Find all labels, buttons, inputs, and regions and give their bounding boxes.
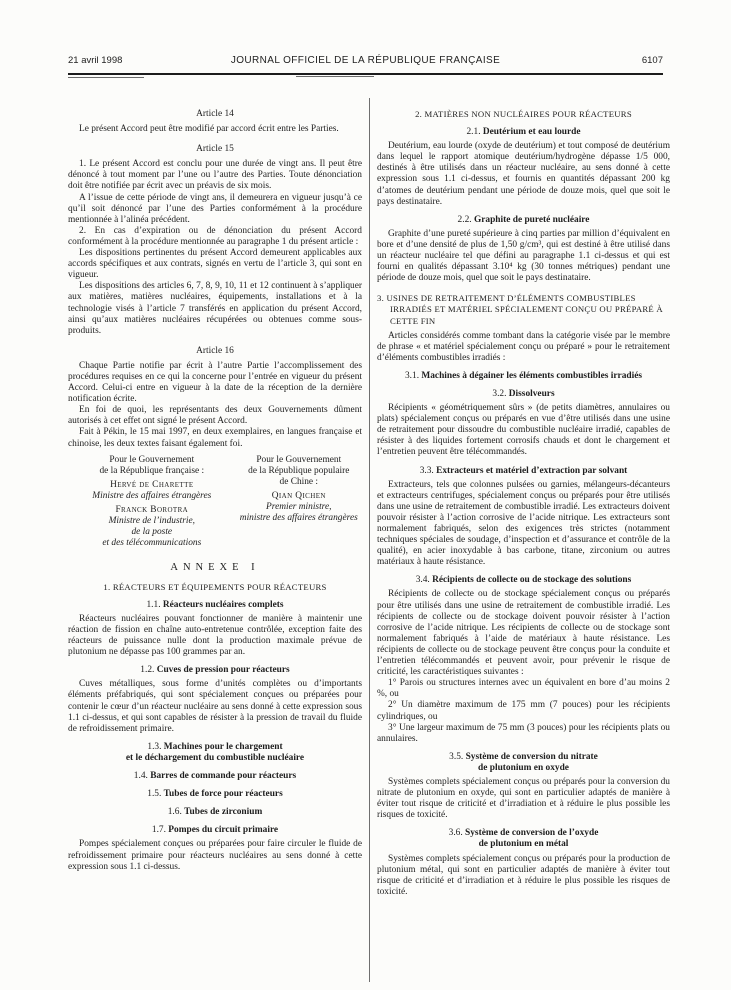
annexe-heading: ANNEXE I: [170, 561, 260, 573]
heading-text: Pompes du circuit primaire: [168, 825, 279, 836]
signature-intro-line: Pour le Gouvernement: [256, 454, 342, 465]
article-heading: Article 14: [196, 109, 234, 119]
numbered-heading: [377, 371, 670, 382]
paragraph: Fait à Pékin, le 15 mai 1997, en deux exemplaires, en langues française et chinoise, les deux textes faisant également foi.: [68, 427, 362, 449]
paragraph: Le présent Accord peut être modifié par accord écrit entre les Parties.: [79, 124, 339, 135]
numbered-heading: [68, 600, 362, 611]
paragraph: A l’issue de cette période de vingt ans, il demeurera en vigueur jusqu’à ce qu’il soit dénoncé par l’une des Parties conformément à la procédure mentionnée à l’alinéa précédent.: [68, 192, 362, 225]
paragraph: Extracteurs, tels que colonnes pulsées ou garnies, mélangeurs-décanteurs et extracteurs centrifuges, spécialement conçus ou préparés pour être utilisés dans une usine de retraitement de combustible irradié. Les extracteurs doivent pouvoir résister à l’action corrosive de l’acide nitrique. Les extracteurs sont normalement fabriqués, selon des exigences très strictes (notamment techniques spéciales de soudage, d’inspection et d’assurance et contrôle de la qualité), en acier inoxydable à bas carbone, titane, zirconium ou autres matériaux à haute résistance.: [377, 479, 670, 568]
heading-number: 3.2.: [492, 388, 509, 399]
numbered-heading: [377, 752, 670, 774]
paragraph: Chaque Partie notifie par écrit à l’autre Partie l’accomplissement des procédures requises en ce qui la concerne pour l’entrée en vigueur du présent Accord. Celui-ci entre en vigueur à la date de la réception de la dernière notification écrite.: [68, 360, 362, 405]
signatory-name: Qian Qichen: [271, 490, 326, 501]
heading-text: Machines à dégainer les éléments combustibles irradiés: [421, 370, 643, 381]
right-column: [377, 100, 670, 898]
heading-number: 1.2.: [140, 665, 157, 676]
paragraph: Les dispositions des articles 6, 7, 8, 9, 10, 11 et 12 continuent à s’appliquer aux matières, matières nucléaires, équipements, installations et à la technologie visés à l’article 7 transférés en application du présent Accord, ainsi qu’aux matières nucléaires récupérées ou obtenues comme sous-produits.: [68, 281, 362, 336]
signatory-name: Franck Borotra: [115, 504, 189, 515]
scan-rule-artifact: [296, 76, 374, 77]
page-number: 6107: [641, 55, 663, 66]
journal-title: JOURNAL OFFICIEL DE LA RÉPUBLIQUE FRANÇAISE: [230, 55, 501, 66]
heading-number: 1.5.: [147, 789, 164, 800]
numbered-heading: [377, 575, 670, 586]
heading-number: 1.4.: [133, 771, 151, 782]
signatory-role-line: Ministre des affaires étrangères: [92, 490, 212, 501]
heading-number: 3.1.: [404, 370, 422, 381]
paragraph: Systèmes complets spécialement conçus ou préparés pour la conversion du nitrate de plutonium en oxyde, qui sont en particulier adaptés de manière à éviter tout risque de criticité et d’irradiation et à réduire le plus possible les risques de toxicité.: [377, 776, 670, 821]
heading-text: Réacteurs nucléaires complets: [162, 599, 284, 610]
paragraph: Articles considérés comme tombant dans la catégorie visée par le membre de phrase « et matériel spécialement conçu ou préparé » pour le retraitement d’éléments combustibles irradiés :: [377, 330, 670, 363]
scan-rule-artifact: [68, 77, 144, 78]
heading-text: et le déchargement du combustible nucléaire: [125, 752, 305, 763]
numbered-heading: [68, 742, 362, 764]
heading-text: Barres de commande pour réacteurs: [150, 771, 297, 782]
signatory-name: Hervé de Charette: [110, 479, 194, 490]
heading-number: 1.1.: [146, 599, 163, 610]
paragraph: 2. En cas d’expiration ou de dénonciation du présent Accord conformément à la procédure mentionnée au paragraphe 1 du présent article :: [68, 225, 362, 247]
heading-number: 3.3.: [419, 465, 437, 476]
numbered-heading: [68, 825, 362, 836]
heading-text: Deutérium et eau lourde: [482, 127, 581, 138]
paragraph: Graphite d’une pureté supérieure à cinq parties par million d’équivalent en bore et d’une densité de plus de 1,50 g/cm³, qui est destiné à être utilisé dans un réacteur nucléaire tel que défini au paragraphe 1.1 ci-dessus et qui est fourni en qualités dépassant 3.10⁴ kg (30 tonnes métriques) pendant une période de douze mois, quel que soit le pays destinataire.: [377, 228, 670, 284]
heading-number: 1.7.: [151, 825, 169, 836]
signatory-role-line: et des télécommunications: [102, 537, 202, 548]
heading-text: Système de conversion du nitrate: [465, 751, 598, 762]
heading-text: Système de conversion de l’oxyde: [465, 828, 599, 839]
signature-intro-line: de Chine :: [279, 476, 319, 487]
paragraph: Récipients « géométriquement sûrs » (de petits diamètres, annulaires ou plats) spécialement conçus ou préparés en vue d’être utilisés dans une usine de retraitement pour dissoudre du combustible nucléaire irradié, capables de résister à des liquides fortement corrosifs chauds et dont le chargement et l’entretien peuvent être télécommandés.: [377, 403, 670, 458]
heading-text: Tubes de force pour réacteurs: [163, 789, 283, 800]
heading-text: de plutonium en métal: [478, 839, 569, 850]
list-item: 2° Un diamètre maximum de 175 mm (7 pouces) pour les récipients cylindriques, ou: [377, 700, 670, 722]
numbered-heading: [377, 215, 670, 226]
heading-text: Dissolveurs: [508, 388, 555, 399]
paragraph: Deutérium, eau lourde (oxyde de deutérium) et tout composé de deutérium dans lequel le rapport atomique deutérium/hydrogène dépasse 1/5 000, destinés à être utilisés dans un réacteur nucléaire, au sens donné à cette expression sous 1.1 ci-dessus, et fournis en quantités dépassant 200 kg d’atomes de deutérium pendant une période de douze mois, quel que soit le pays destinataire.: [377, 141, 670, 207]
numbered-heading: [377, 127, 670, 138]
journal-date: 21 avril 1998: [68, 55, 123, 66]
list-item: 1° Parois ou structures internes avec un équivalent en bore d’au moins 2 %, ou: [377, 678, 670, 700]
heading-text: Machines pour le chargement: [163, 741, 283, 752]
column-divider: [369, 98, 370, 982]
paragraph: Récipients de collecte ou de stockage spécialement conçus ou préparés pour être utilisés dans une usine de retraitement de combustible irradié. Les récipients de collecte ou de stockage doivent pouvoir résister à l’action corrosive de l’acide nitrique. Les récipients de collecte ou de stockage sont normalement fabriqués à l’aide de matériaux à haute résistance. Les récipients de collecte ou de stockage peuvent être conçus pour la conduite et l’entretien télécommandés et peuvent avoir, pour prévenir le risque de criticité, les caractéristiques suivantes :: [377, 589, 670, 678]
paragraph: En foi de quoi, les représentants des deux Gouvernements dûment autorisés à cet effet ont signé le présent Accord.: [68, 405, 362, 427]
numbered-heading: [68, 789, 362, 800]
article-heading: Article 15: [196, 144, 234, 155]
heading-number: 3.5.: [449, 751, 466, 762]
section-heading: 3. USINES DE RETRAITEMENT D’ÉLÉMENTS COMBUSTIBLES IRRADIÉS ET MATÉRIEL SPÉCIALEMENT CONÇU OU PRÉPARÉ À CETTE FIN: [377, 293, 663, 326]
signature-intro-line: de la République française :: [99, 465, 205, 476]
signature-column: [236, 455, 362, 549]
header-rule: [68, 73, 663, 75]
numbered-heading: [68, 807, 362, 818]
heading-text: Cuves de pression pour réacteurs: [156, 665, 290, 676]
paragraph: Cuves métalliques, sous forme d’unités complètes ou d’importants éléments préfabriqués, qui sont spécialement conçues ou préparées pour contenir le cœur d’un réacteur nucléaire au sens donné à cette expression sous 1.1 ci-dessus, et qui sont capables de résister à la pression de travail du fluide de refroidissement primaire.: [68, 679, 362, 734]
numbered-heading: [377, 389, 670, 400]
signature-intro-line: de la République populaire: [248, 465, 350, 476]
paragraph: Les dispositions pertinentes du présent Accord demeurent applicables aux accords spécifiques et aux contrats, signés en vertu de l’article 3, qui sont en vigueur.: [68, 248, 362, 281]
heading-text: Extracteurs et matériel d’extraction par solvant: [436, 465, 628, 476]
left-column: [68, 100, 362, 873]
heading-number: 1.3.: [147, 741, 164, 752]
heading-text: de plutonium en oxyde: [478, 762, 569, 773]
signature-column: [68, 455, 236, 549]
heading-number: 3.4.: [415, 575, 433, 586]
numbered-heading: [68, 771, 362, 782]
signatory-role-line: ministre des affaires étrangères: [239, 512, 358, 523]
heading-number: 2.1.: [466, 127, 483, 138]
section-heading: 2. MATIÈRES NON NUCLÉAIRES POUR RÉACTEURS: [415, 109, 632, 119]
heading-text: Graphite de pureté nucléaire: [473, 214, 590, 225]
list: [377, 678, 670, 745]
section-heading: 1. RÉACTEURS ET ÉQUIPEMENTS POUR RÉACTEURS: [103, 581, 327, 592]
signature-intro-line: Pour le Gouvernement: [109, 454, 195, 465]
article-heading: Article 16: [196, 345, 234, 356]
numbered-heading: [68, 665, 362, 676]
signatory-role-line: de la poste: [131, 526, 173, 537]
heading-text: Tubes de zirconium: [184, 807, 263, 818]
numbered-heading: [377, 466, 670, 477]
heading-text: Récipients de collecte ou de stockage des solutions: [432, 575, 632, 586]
paragraph: Réacteurs nucléaires pouvant fonctionner de manière à maintenir une réaction de fission en chaîne auto-entretenue contrôlée, exception faite des réacteurs de puissance nulle dont la production maximale prévue de plutonium ne dépasse pas 100 grammes par an.: [68, 613, 362, 658]
paragraph: Pompes spécialement conçues ou préparées pour faire circuler le fluide de refroidissement primaire pour réacteurs nucléaires au sens donné à cette expression sous 1.1 ci-dessus.: [68, 839, 362, 872]
list-item: 3° Une largeur maximum de 75 mm (3 pouces) pour les récipients plats ou annulaires.: [377, 722, 670, 744]
heading-number: 1.6.: [167, 807, 185, 818]
paragraph: 1. Le présent Accord est conclu pour une durée de vingt ans. Il peut être dénoncé à tout moment par l’une ou l’autre des Parties. Toute dénonciation doit être notifiée par écrit avec un préavis de six mois.: [68, 159, 362, 192]
signatory-role-line: Premier ministre,: [266, 501, 332, 512]
heading-number: 2.2.: [457, 214, 474, 225]
signatory-role-line: Ministre de l’industrie,: [108, 515, 195, 526]
heading-number: 3.6.: [448, 828, 466, 839]
paragraph: Systèmes complets spécialement conçus ou préparés pour la production de plutonium métal, qui sont en particulier adaptés de manière à éviter tout risque de criticité et d’irradiation et à réduire le plus possible les risques de toxicité.: [377, 853, 670, 897]
numbered-heading: [377, 828, 670, 850]
signature-block: [68, 455, 362, 549]
